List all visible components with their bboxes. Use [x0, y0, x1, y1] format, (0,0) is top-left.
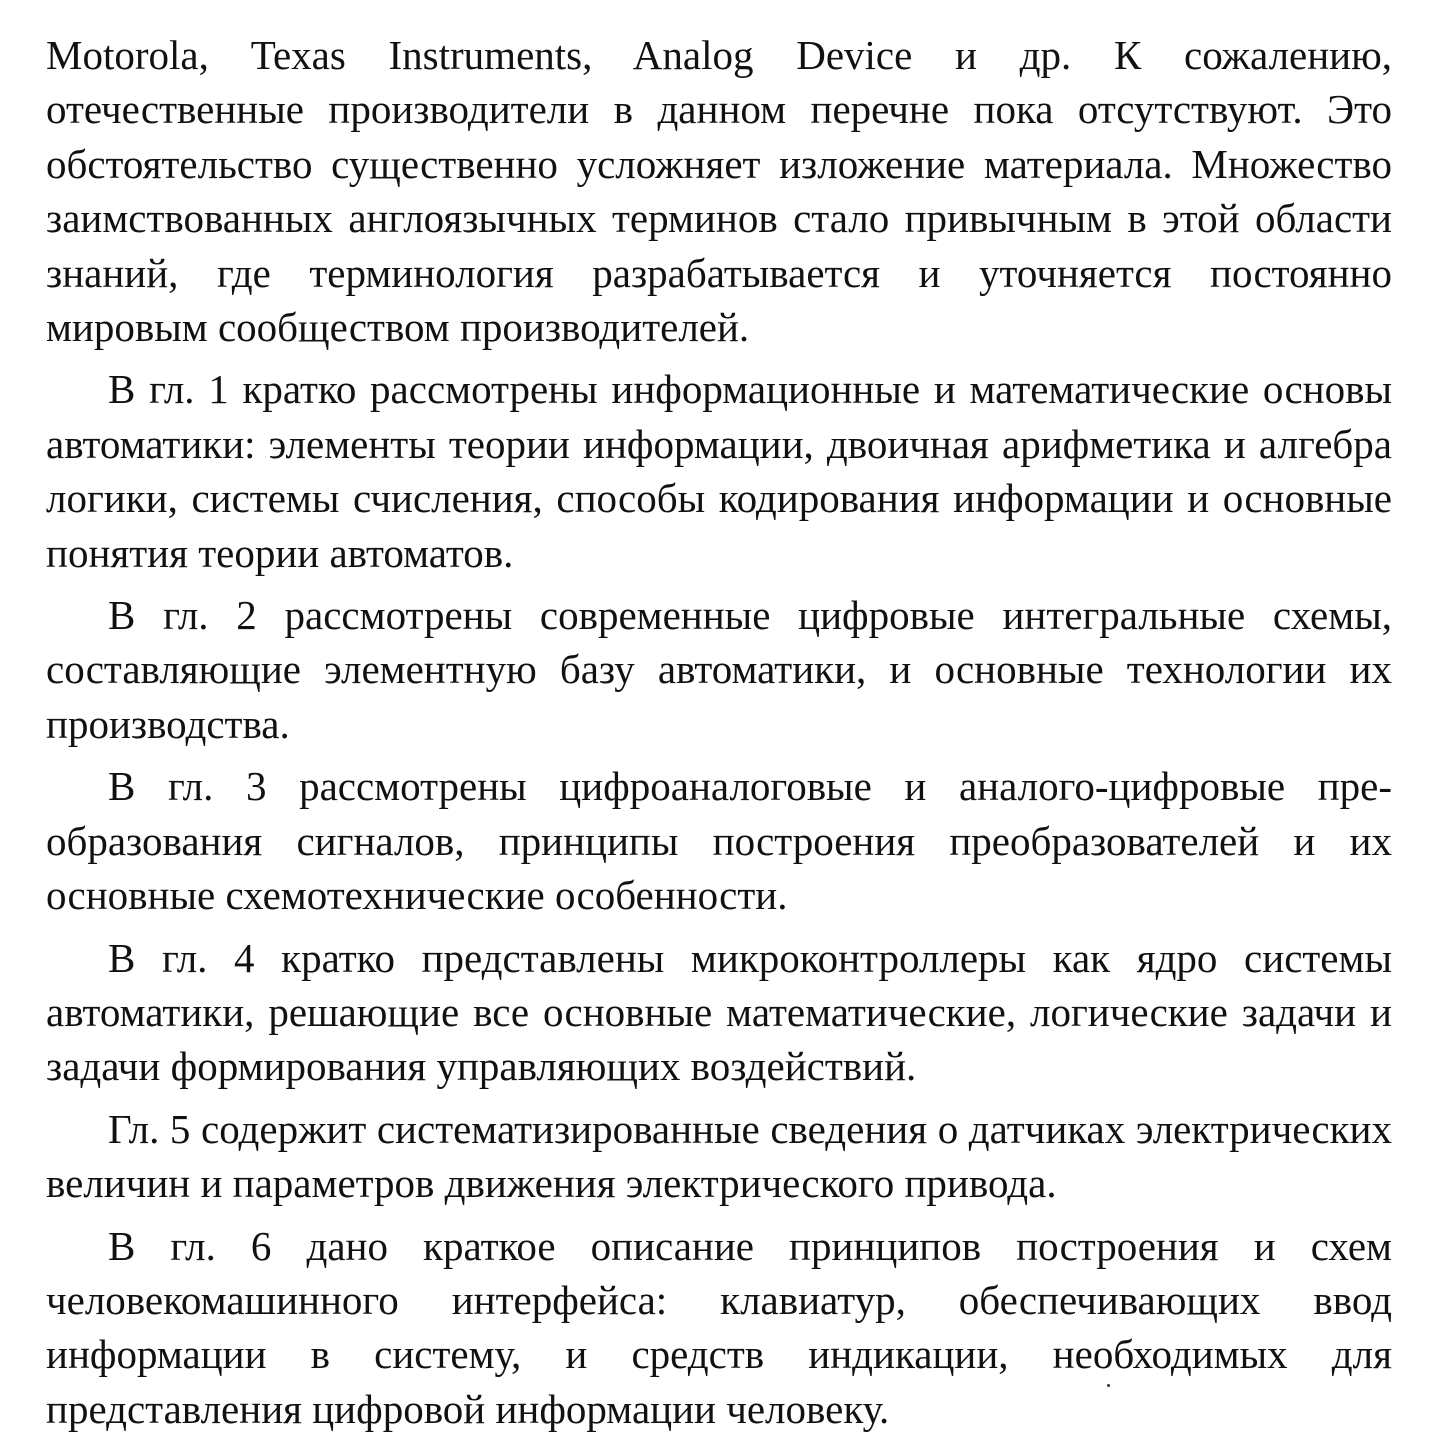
paragraph-intro-continuation: Motorola, Texas Instruments, Analog Device и др. К сожалению, отечественные производители в данном перечне пока отсутствуют. Это обстоятельство существенно усложняет изложение материала. Множество заимствованных англоязычных терминов стало привычным в этой области знаний, где терминология разрабатывается и уточняется постоянно мировым сообществом производителей. [46, 32, 1392, 351]
scan-speck [1107, 1384, 1110, 1387]
paragraph-chapter-5: Гл. 5 содержит систематизированные сведения о датчиках электрических величин и параметров движения электрического привода. [46, 1105, 1392, 1207]
paragraph-chapter-4: В гл. 4 кратко представлены микроконтроллеры как ядро системы автоматики, решающие все основные математические, логические задачи и задачи формирования управляющих воздействий. [46, 934, 1392, 1090]
paragraph-chapter-3: В гл. 3 рассмотрены цифроаналоговые и аналого-цифровые преобразования сигналов, принципы построения преобразователей и их основные схемотехнические особенности. [46, 763, 1392, 919]
page-text [46, 28, 1392, 1444]
paragraph-chapter-1: В гл. 1 кратко рассмотрены информационные и математические основы автоматики: элементы теории информации, двоичная арифметика и алгебра логики, системы счисления, способы кодирования информации и основные понятия теории автоматов. [46, 366, 1392, 576]
paragraph-chapter-2: В гл. 2 рассмотрены современные цифровые интегральные схемы, составляющие элементную базу автоматики, и основные технологии их производства. [46, 592, 1392, 747]
paragraph-chapter-6: В гл. 6 дано краткое описание принципов построения и схем человекомашинного интерфейса: клавиатур, обеспечивающих ввод информации в систему, и средств индикации, необходимых для представления цифровой информации человеку. [46, 1222, 1392, 1432]
